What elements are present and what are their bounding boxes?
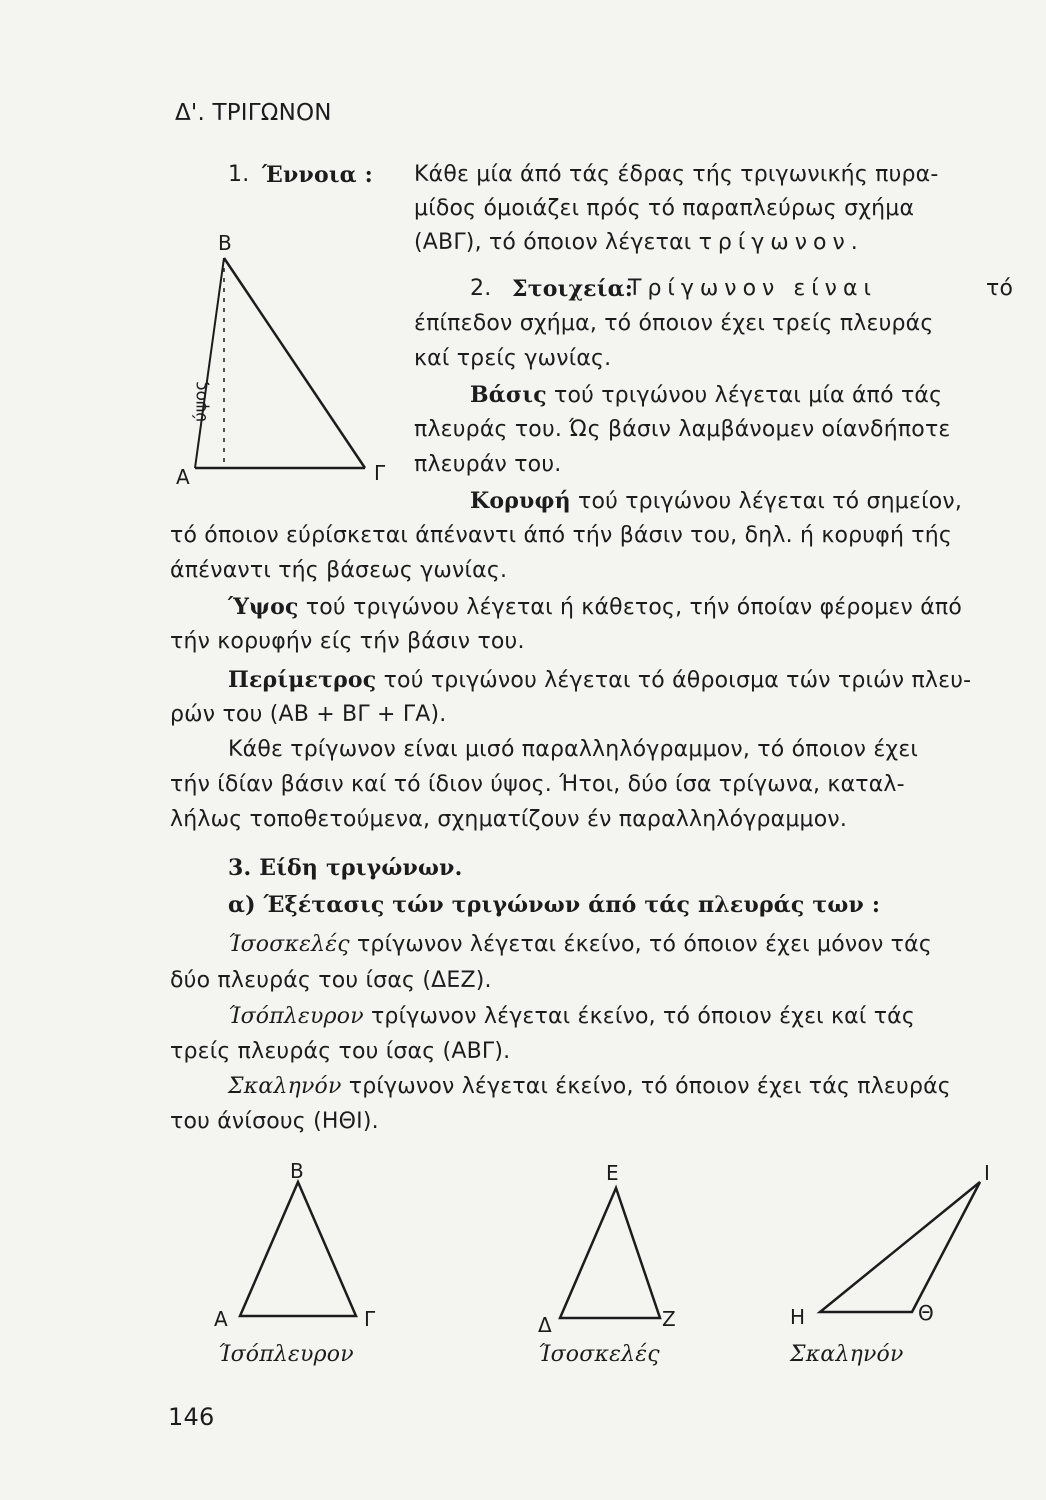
isosceles-left-label: Δ bbox=[538, 1313, 552, 1337]
elements-line3: καί τρείς γωνίας. bbox=[414, 346, 612, 371]
isosceles-line2: δύο πλευράς του ίσας (ΔΕΖ). bbox=[170, 968, 492, 993]
half-line1: Κάθε τρίγωνον είναι μισό παραλληλόγραμμον, τό όποιον έχει bbox=[228, 737, 919, 762]
isosceles-line1-text: τρίγωνον λέγεται έκείνο, τό όποιον έχει μόνον τάς bbox=[356, 932, 932, 957]
equilateral-left-label: Α bbox=[214, 1307, 228, 1331]
isosceles-top-label: Ε bbox=[606, 1161, 619, 1185]
equilateral-triangle bbox=[240, 1182, 356, 1316]
vertex-g-label: Γ bbox=[374, 461, 386, 485]
base-line1-text: τού τριγώνου λέγεται μία άπό τάς bbox=[554, 383, 943, 408]
perimeter-line2: ρών του (ΑΒ + ΒΓ + ΓΑ). bbox=[170, 702, 447, 727]
equilateral-line1 bbox=[228, 1002, 915, 1032]
perimeter-term: Περίμετρος bbox=[228, 667, 377, 693]
perimeter-line1-text: τού τριγώνου λέγεται τό άθροισμα τών τριών πλευ- bbox=[383, 668, 972, 693]
types-heading: 3. Είδη τριγώνων. bbox=[228, 855, 463, 881]
scalene-triangle bbox=[820, 1182, 980, 1312]
height-line2: τήν κορυφήν είς τήν βάσιν του. bbox=[170, 629, 525, 654]
scalene-right-label: Θ bbox=[918, 1301, 934, 1325]
equilateral-caption: Ίσόπλευρον bbox=[218, 1342, 354, 1367]
vertex-term: Κορυφή bbox=[470, 488, 571, 514]
scalene-line1 bbox=[228, 1072, 951, 1102]
isosceles-right-label: Ζ bbox=[662, 1307, 676, 1331]
elements-line2: έπίπεδον σχήμα, τό όποιον έχει τρείς πλευράς bbox=[414, 311, 934, 336]
vertex-line2: τό όποιον εύρίσκεται άπέναντι άπό τήν βάσιν του, δηλ. ή κορυφή τής bbox=[170, 523, 952, 548]
equilateral-top-label: Β bbox=[290, 1159, 304, 1183]
vertex-line1 bbox=[470, 486, 962, 517]
half-line2: τήν ίδίαν βάσιν καί τό ίδιον ύψος. Ήτοι, δύο ίσα τρίγωνα, καταλ- bbox=[170, 772, 905, 797]
scalene-term: Σκαληνόν bbox=[228, 1074, 342, 1099]
base-line3: πλευράν του. bbox=[414, 452, 562, 477]
equilateral-figure bbox=[220, 1170, 420, 1330]
equilateral-term: Ίσόπλευρον bbox=[228, 1004, 364, 1029]
concept-word-triangle: τρίγωνον. bbox=[698, 230, 864, 255]
concept-line1: Κάθε μία άπό τάς έδρας τής τριγωνικής πυρα- bbox=[414, 162, 939, 187]
elements-term: Στοιχεία: bbox=[512, 276, 634, 302]
page-number: 146 bbox=[168, 1403, 215, 1431]
types-subheading: α) Έξέτασις τών τριγώνων άπό τάς πλευράς των : bbox=[228, 892, 881, 918]
vertex-b-label: Β bbox=[218, 231, 232, 255]
section-heading: Δ'. ΤΡΙΓΩΝΟΝ bbox=[175, 100, 332, 126]
half-line3: λήλως τοποθετούμενα, σχηματίζουν έν παραλληλόγραμμον. bbox=[170, 807, 848, 832]
scalene-line1-text: τρίγωνον λέγεται έκείνο, τό όποιον έχει τάς πλευράς bbox=[348, 1074, 951, 1099]
base-line1 bbox=[470, 380, 942, 411]
height-line1-text: τού τριγώνου λέγεται ή κάθετος, τήν όποίαν φέρομεν άπό bbox=[305, 595, 962, 620]
elements-line1-end: τό bbox=[986, 276, 1014, 301]
isosceles-line1 bbox=[228, 930, 932, 960]
concept-line2: μίδος όμοιάζει πρός τό παραπλεύρως σχήμα bbox=[414, 196, 915, 221]
concept-term: Έννοια : bbox=[262, 162, 373, 188]
isosceles-triangle bbox=[560, 1188, 660, 1318]
equilateral-line1-text: τρίγωνον λέγεται έκείνο, τό όποιον έχει καί τάς bbox=[370, 1004, 915, 1029]
elements-number: 2. bbox=[470, 276, 492, 301]
perimeter-line1 bbox=[228, 665, 971, 696]
height-term: Ύψος bbox=[228, 594, 299, 620]
scalene-caption: Σκαληνόν bbox=[790, 1342, 904, 1367]
scalene-left-label: Η bbox=[790, 1305, 806, 1329]
isosceles-figure bbox=[538, 1174, 700, 1337]
height-label: ύψος bbox=[191, 380, 211, 422]
scalene-figure bbox=[800, 1170, 1000, 1330]
concept-line3-text: (ΑΒΓ), τό όποιον λέγεται bbox=[414, 230, 692, 255]
side-ba bbox=[195, 258, 224, 468]
vertex-line3: άπέναντι τής βάσεως γωνίας. bbox=[170, 558, 508, 583]
vertex-a-label: Α bbox=[176, 465, 190, 489]
concept-line3 bbox=[414, 228, 864, 258]
scalene-top-label: Ι bbox=[984, 1161, 990, 1185]
equilateral-line2: τρείς πλευράς του ίσας (ΑΒΓ). bbox=[170, 1039, 511, 1064]
elements-word: Τρίγωνον είναι bbox=[628, 276, 877, 301]
side-bg bbox=[224, 258, 365, 468]
base-line2: πλευράς του. Ώς βάσιν λαμβάνομεν οίανδήποτε bbox=[414, 417, 951, 442]
concept-number: 1. bbox=[228, 162, 250, 187]
isosceles-term: Ίσοσκελές bbox=[228, 932, 350, 957]
base-term: Βάσις bbox=[470, 382, 547, 408]
height-line1 bbox=[228, 592, 962, 623]
vertex-line1-text: τού τριγώνου λέγεται τό σημείον, bbox=[578, 489, 963, 514]
triangle-abg-figure bbox=[160, 228, 420, 488]
equilateral-right-label: Γ bbox=[364, 1307, 376, 1331]
isosceles-caption: Ίσοσκελές bbox=[538, 1342, 660, 1367]
scalene-line2: του άνίσους (ΗΘΙ). bbox=[170, 1109, 379, 1134]
